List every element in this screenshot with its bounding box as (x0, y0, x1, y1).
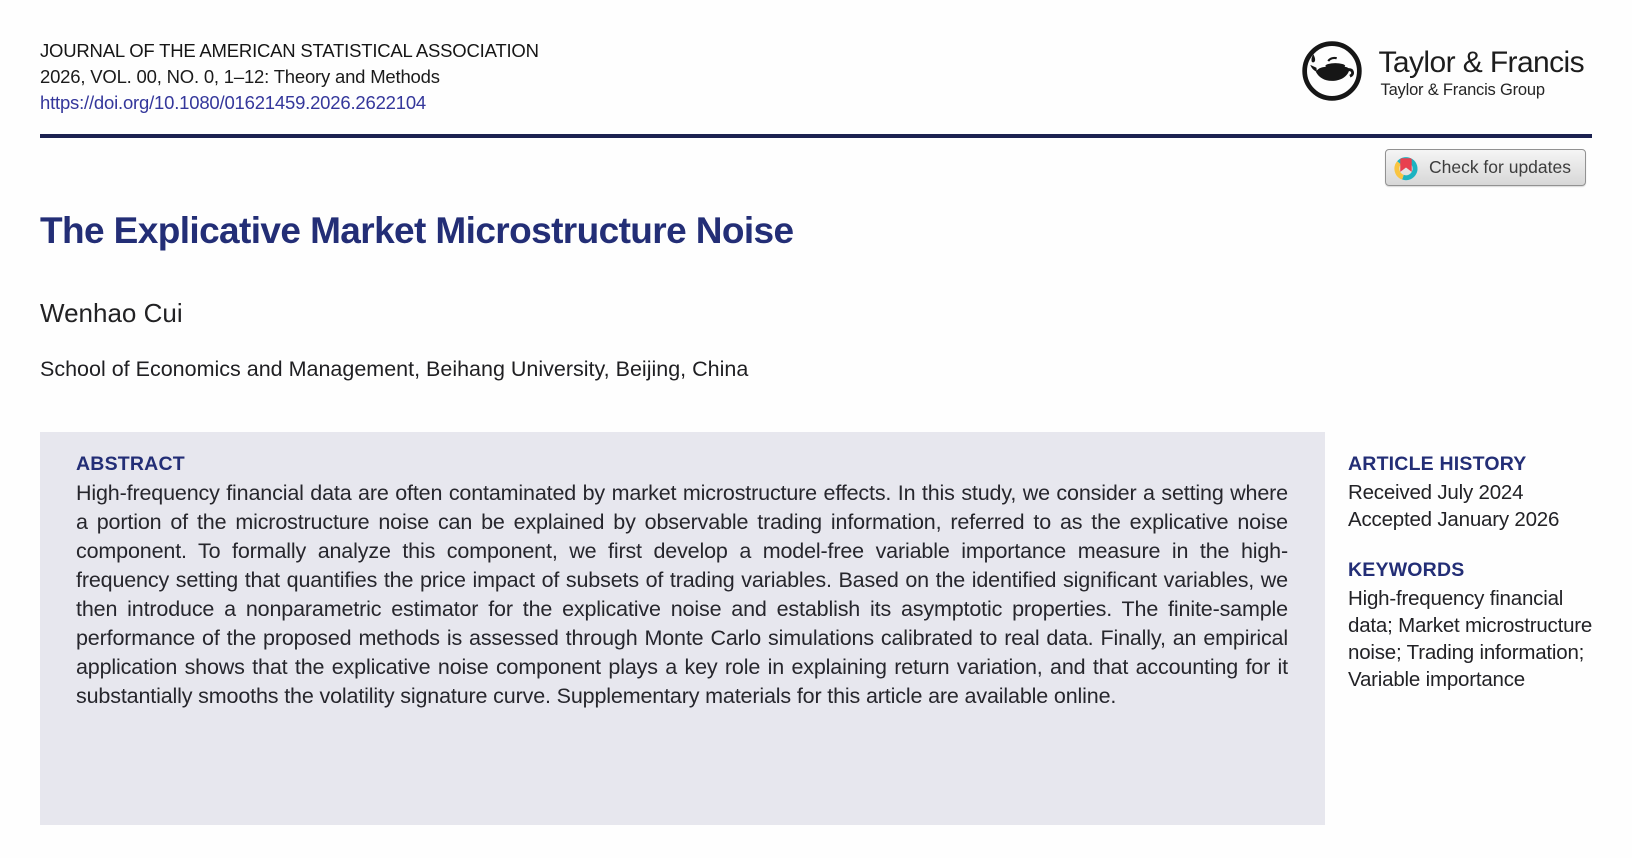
article-author: Wenhao Cui (40, 298, 183, 328)
taylor-francis-lamp-icon (1299, 38, 1365, 109)
article-affiliation: School of Economics and Management, Beihang University, Beijing, China (40, 357, 749, 381)
publisher-name: Taylor & Francis (1378, 46, 1584, 79)
publisher-text (1379, 47, 1584, 100)
abstract-text: High-frequency financial data are often contaminated by market microstructure effects. In this study, we consider a setting where a portion of the microstructure noise can be explained by observable trading information, referred to as the explicative noise component. To formally analyze this component, we first develop a model-free variable importance measure in the high-frequency setting that quantifies the price impact of subsets of trading variables. Based on the identified significant variables, we then introduce a nonparametric estimator for the explicative noise and establish its asymptotic properties. The finite-sample performance of the proposed methods is assessed through Monte Carlo simulations calibrated to real data. Finally, an empirical application shows that the explicative noise component plays a key role in explaining return variation, and that accounting for it substantially smooths the volatility signature curve. Supplementary materials for this article are available online. (76, 481, 1288, 708)
journal-issue-line: 2026, VOL. 00, NO. 0, 1–12: Theory and Methods (40, 66, 440, 87)
publisher-group: Taylor & Francis Group (1380, 81, 1545, 99)
header-divider (40, 134, 1592, 138)
article-history-heading: ARTICLE HISTORY (1348, 453, 1527, 475)
article-title: The Explicative Market Microstructure Noise (40, 210, 794, 251)
accepted-date: Accepted January 2026 (1348, 508, 1560, 531)
abstract-box (40, 432, 1325, 825)
keywords-list: High-frequency financial data; Market microstructure noise; Trading information; Variable importance (1348, 587, 1593, 691)
crossmark-icon (1392, 154, 1420, 182)
doi-link[interactable]: https://doi.org/10.1080/01621459.2026.2622104 (40, 92, 427, 113)
abstract-heading: ABSTRACT (76, 453, 185, 475)
journal-header (40, 38, 539, 118)
article-meta-sidebar (1348, 432, 1610, 693)
received-date: Received July 2024 (1348, 481, 1524, 504)
check-for-updates-button[interactable] (1385, 149, 1586, 186)
journal-name: JOURNAL OF THE AMERICAN STATISTICAL ASSOCIATION (40, 40, 539, 61)
publisher-logo (1299, 38, 1584, 109)
keywords-heading: KEYWORDS (1348, 559, 1465, 581)
check-for-updates-label: Check for updates (1428, 157, 1571, 177)
